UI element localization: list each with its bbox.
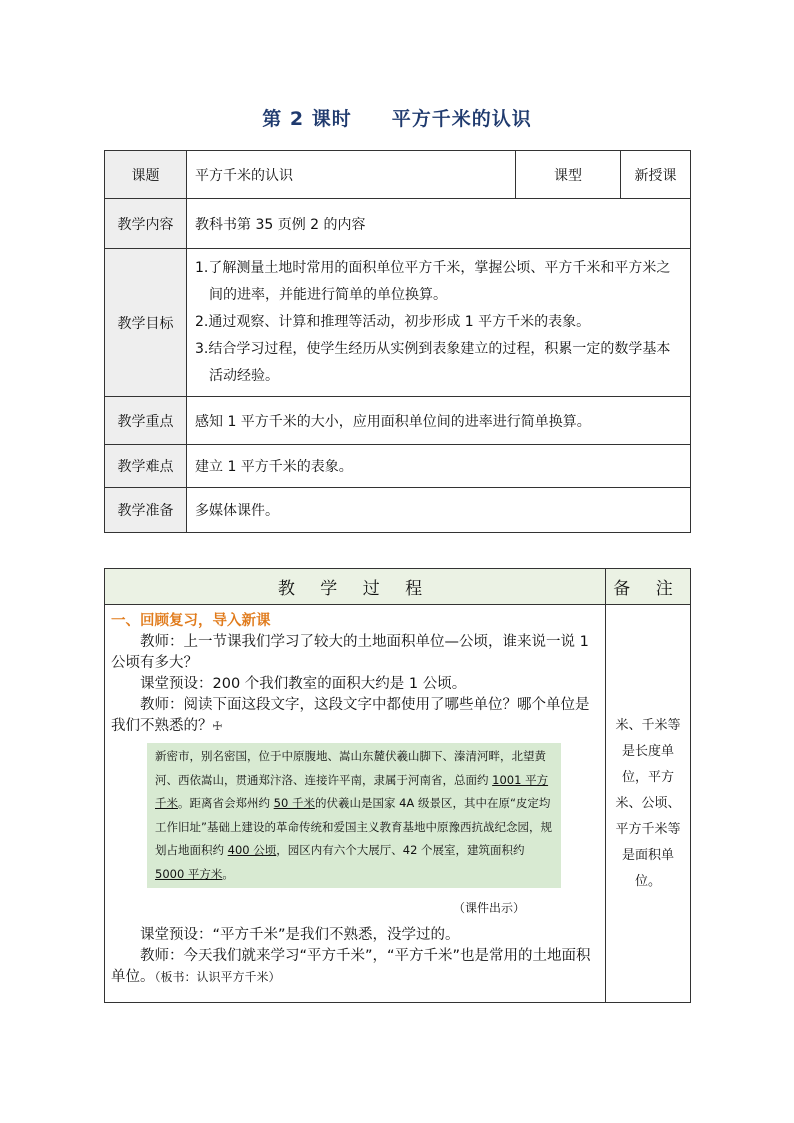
source-note: （课件出示） [452,901,525,915]
content-row [105,199,691,249]
passage-text: 新密市，别名密国，位于中原腹地、嵩山东麓伏羲山脚下、溱清河畔，北望黄河、西依嵩山，贯通郑汴洛、连接许平南，隶属于河南省，总面约 [155,749,546,787]
goals-value [187,249,691,397]
key-label: 教学重点 [105,397,187,445]
content-label: 教学内容 [105,199,187,249]
paragraph [111,946,599,988]
goals-label: 教学目标 [105,249,187,397]
process-body-row [105,605,691,1003]
paragraph: 课堂预设：200 个我们教室的面积大约是 1 公顷。 [140,676,467,692]
passage-text: 的伏羲山是国家 4A 级景区，其中在原“皮定均工作旧址”基础上建设的革命传统和爱国主义教育基地中原豫西抗战纪念园，规划占地面积约 [155,796,552,857]
prep-value: 多媒体课件。 [187,488,691,533]
content-value: 教科书第 35 页例 2 的内容 [187,199,691,249]
section-heading: 一、回顾复习，导入新课 [111,613,271,629]
page-title [0,104,794,131]
prep-label: 教学准备 [105,488,187,533]
passage-unit: 1001 平方千米 [155,772,549,810]
prep-row [105,488,691,533]
paragraph [111,695,599,737]
difficulty-row [105,445,691,488]
passage-text: 。距离省会郑州约 [178,796,274,810]
type-value: 新授课 [621,151,691,199]
goal-item: 1.了解测量土地时常用的面积单位平方千米，掌握公顷、平方千米和平方米之间的进率，并能进行简单的单位换算。 [195,260,671,303]
reading-passage [147,743,561,888]
difficulty-label: 教学难点 [105,445,187,488]
process-header-row [105,569,691,605]
key-row [105,397,691,445]
topic-label: 课题 [105,151,187,199]
goal-item: 2.通过观察、计算和推理等活动，初步形成 1 平方千米的表象。 [195,314,591,330]
lesson-info-table [104,150,691,533]
process-content [105,605,606,1003]
note-text: 米、千米等是长度单位，平方米、公顷、平方千米等是面积单位。 [615,717,681,889]
topic-row [105,151,691,199]
passage-unit: 5000 平方米 [155,866,223,881]
board-note: （板书：认识平方千米） [154,970,281,984]
paragraph: 教师：上一节课我们学习了较大的土地面积单位—公顷，谁来说一说 1 公顷有多大？ [111,634,589,671]
difficulty-value: 建立 1 平方千米的表象。 [187,445,691,488]
teaching-process-table [104,568,691,1003]
paragraph-text: 教师：今天我们就来学习“平方千米”，“平方千米”也是常用的土地面积单位。 [111,948,591,985]
type-label: 课型 [516,151,621,199]
passage-unit: 400 公顷 [227,843,277,857]
key-value: 感知 1 平方千米的大小，应用面积单位间的进率进行简单换算。 [187,397,691,445]
passage-text: ，园区内有六个大展厅、42 个展室，建筑面积约 [276,843,525,857]
notes-header: 备 注 [606,569,691,605]
process-header: 教 学 过 程 [105,569,606,605]
edit-mark-icon: 🜊 [212,719,223,733]
topic-value: 平方千米的认识 [187,151,516,199]
paragraph: 课堂预设：“平方千米”是我们不熟悉，没学过的。 [140,927,460,943]
paragraph-text: 教师：阅读下面这段文字，这段文字中都使用了哪些单位？哪个单位是我们不熟悉的？ [111,697,590,734]
title-topic: 平方千米的认识 [391,108,532,130]
goals-row [105,249,691,397]
notes-content [606,605,691,1003]
passage-text: 。 [222,866,234,881]
passage-unit: 50 千米 [273,796,315,810]
goal-item: 3.结合学习过程，使学生经历从实例到表象建立的过程，积累一定的数学基本活动经验。 [195,341,671,384]
title-lesson: 第 2 课时 [262,108,352,130]
